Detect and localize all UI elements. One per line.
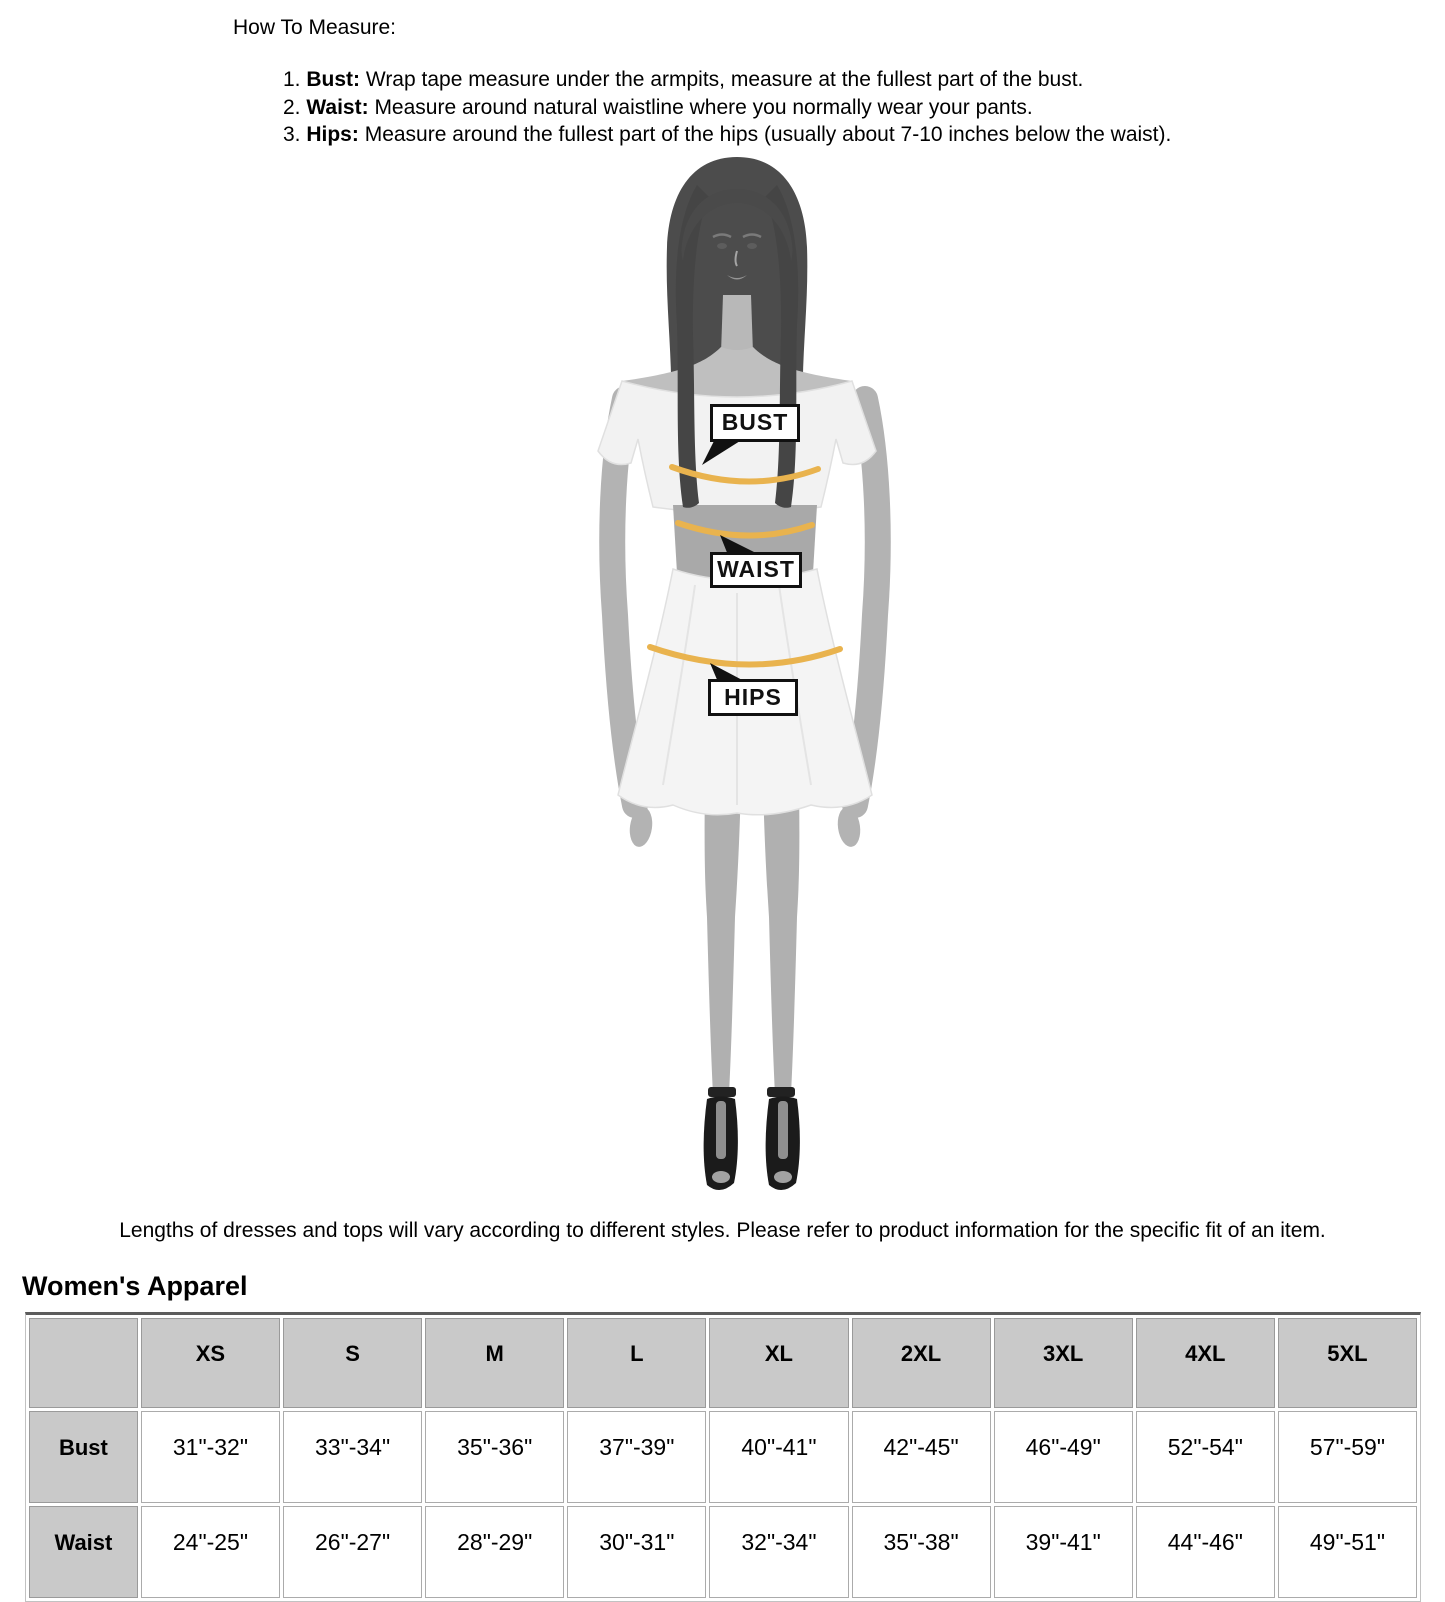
hips-measure-line bbox=[650, 647, 840, 665]
bust-measure-line bbox=[672, 467, 818, 482]
instruction-label: Bust: bbox=[306, 68, 361, 91]
row-label-bust: Bust bbox=[29, 1411, 138, 1503]
waist-value: 26"-27" bbox=[283, 1506, 422, 1598]
waist-value: 32"-34" bbox=[709, 1506, 848, 1598]
instruction-number: 2. bbox=[283, 95, 301, 119]
bust-value: 46"-49" bbox=[994, 1411, 1133, 1503]
waist-value: 30"-31" bbox=[567, 1506, 706, 1598]
size-column-header: 4XL bbox=[1136, 1318, 1275, 1408]
waist-value: 49"-51" bbox=[1278, 1506, 1417, 1598]
bust-label-pointer bbox=[702, 441, 740, 465]
measure-instructions-list bbox=[283, 66, 1445, 149]
size-column-header: S bbox=[283, 1318, 422, 1408]
waist-value: 35"-38" bbox=[852, 1506, 991, 1598]
instruction-bust bbox=[283, 66, 1445, 94]
bust-label: BUST bbox=[710, 404, 800, 442]
instruction-text: Wrap tape measure under the armpits, measure at the fullest part of the bust. bbox=[365, 68, 1084, 91]
table-row-bust bbox=[29, 1411, 1417, 1503]
bust-value: 42"-45" bbox=[852, 1411, 991, 1503]
size-column-header: 3XL bbox=[994, 1318, 1133, 1408]
size-column-header: 5XL bbox=[1278, 1318, 1417, 1408]
bust-value: 57"-59" bbox=[1278, 1411, 1417, 1503]
bust-value: 35"-36" bbox=[425, 1411, 564, 1503]
hips-label: HIPS bbox=[708, 679, 798, 716]
bust-value: 31"-32" bbox=[141, 1411, 280, 1503]
size-column-header: 2XL bbox=[852, 1318, 991, 1408]
instruction-label: Waist: bbox=[306, 95, 369, 119]
size-column-header: M bbox=[425, 1318, 564, 1408]
size-header-row bbox=[29, 1318, 1417, 1408]
size-chart-title: Women's Apparel bbox=[22, 1270, 248, 1301]
measurement-figure-area bbox=[0, 155, 1445, 1203]
waist-value: 28"-29" bbox=[425, 1506, 564, 1598]
instruction-text: Measure around the fullest part of the hips (usually about 7-10 inches below the waist). bbox=[364, 123, 1172, 146]
waist-label: WAIST bbox=[710, 552, 802, 588]
bust-value: 52"-54" bbox=[1136, 1411, 1275, 1503]
bust-value: 40"-41" bbox=[709, 1411, 848, 1503]
size-column-header: XS bbox=[141, 1318, 280, 1408]
bust-value: 37"-39" bbox=[567, 1411, 706, 1503]
instruction-waist bbox=[283, 94, 1445, 122]
size-column-header: L bbox=[567, 1318, 706, 1408]
corner-cell bbox=[29, 1318, 138, 1408]
instruction-number: 3. bbox=[283, 123, 301, 146]
how-to-measure-section bbox=[0, 0, 1445, 149]
waist-value: 39"-41" bbox=[994, 1506, 1133, 1598]
instruction-text: Measure around natural waistline where you normally wear your pants. bbox=[374, 95, 1033, 119]
how-to-measure-title: How To Measure: bbox=[233, 16, 397, 39]
waist-value: 24"-25" bbox=[141, 1506, 280, 1598]
waist-value: 44"-46" bbox=[1136, 1506, 1275, 1598]
bust-value: 33"-34" bbox=[283, 1411, 422, 1503]
instruction-hips bbox=[283, 121, 1445, 149]
fit-note: Lengths of dresses and tops will vary according to different styles. Please refer to product information for the specific fit of an item. bbox=[119, 1218, 1326, 1242]
waist-measure-line bbox=[678, 523, 812, 536]
row-label-waist: Waist bbox=[29, 1506, 138, 1598]
table-row-waist bbox=[29, 1506, 1417, 1598]
womens-apparel-size-table bbox=[25, 1312, 1421, 1602]
instruction-number: 1. bbox=[283, 68, 301, 91]
instruction-label: Hips: bbox=[306, 123, 359, 146]
size-column-header: XL bbox=[709, 1318, 848, 1408]
